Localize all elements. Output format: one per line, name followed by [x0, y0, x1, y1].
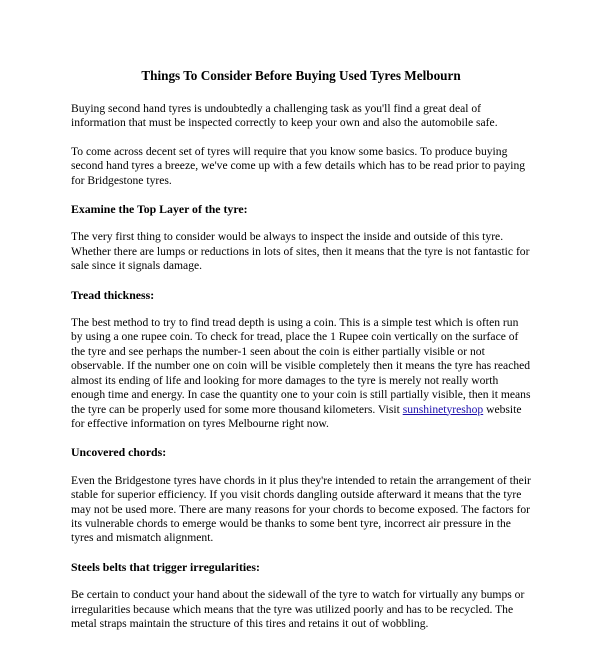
document-title: Things To Consider Before Buying Used Tyres Melbourn: [141, 68, 461, 83]
section-heading-tread-thickness: Tread thickness:: [71, 287, 155, 302]
document-content: [71, 68, 531, 645]
section-heading-uncovered-chords: Uncovered chords:: [71, 445, 167, 460]
section-heading-steel-belts: Steels belts that trigger irregularities:: [71, 559, 260, 574]
intro-paragraph-1: Buying second hand tyres is undoubtedly a challenging task as you'll find a great deal of information that must be inspected correctly to keep your own and also the automobile safe.: [71, 102, 498, 130]
section-body-top-layer: The very first thing to consider would be always to inspect the inside and outside of this tyre. Whether there are lumps or reductions in lots of sites, then it means that the tyre is not fantastic for sale since it signals damage.: [71, 230, 530, 273]
section-heading-top-layer: Examine the Top Layer of the tyre:: [71, 202, 248, 217]
tread-text-before-link: The best method to try to find tread depth is using a coin. This is a simple test which is often run by using a one rupee coin. To check for tread, place the 1 Rupee coin vertically on the surface of the tyre and see perhaps the number-1 seen about the coin is either partially visible or not observable. If the number one on coin will be visible completely then it means the tyre has reached almost its ending of life and looking for more damages to the tyre is merely not really worth enough time and energy. In case the quantity one to your coin is still partially visible, then it means the tyre can be properly used for some more thousand kilometers. Visit: [71, 316, 531, 416]
section-body-tread-thickness: [71, 316, 531, 431]
sunshinetyreshop-link[interactable]: sunshinetyreshop: [402, 402, 484, 416]
intro-paragraph-2: To come across decent set of tyres will require that you know some basics. To produce buying second hand tyres a breeze, we've come up with a few details which has to be read prior to paying for Bridgestone tyres.: [71, 144, 526, 187]
section-body-uncovered-chords: Even the Bridgestone tyres have chords in it plus they're intended to retain the arrangement of their stable for superior efficiency. If you visit chords dangling outside afterward it means that the tyre may not be used more. There are many reasons for your chords to become exposed. The factors for its vulnerable chords to emerge would be thanks to some bent tyre, incorrect air pressure in the tyres and mismatch alignment.: [71, 473, 531, 545]
tread-text-after-link: website for effective information on tyres Melbourne right now.: [71, 402, 522, 430]
section-body-steel-belts: Be certain to conduct your hand about the sidewall of the tyre to watch for virtually any bumps or irregularities because which means that the tyre was utilized poorly and has to be recycled. The metal straps maintain the structure of this tires and retains it out of wobbling.: [71, 588, 525, 630]
